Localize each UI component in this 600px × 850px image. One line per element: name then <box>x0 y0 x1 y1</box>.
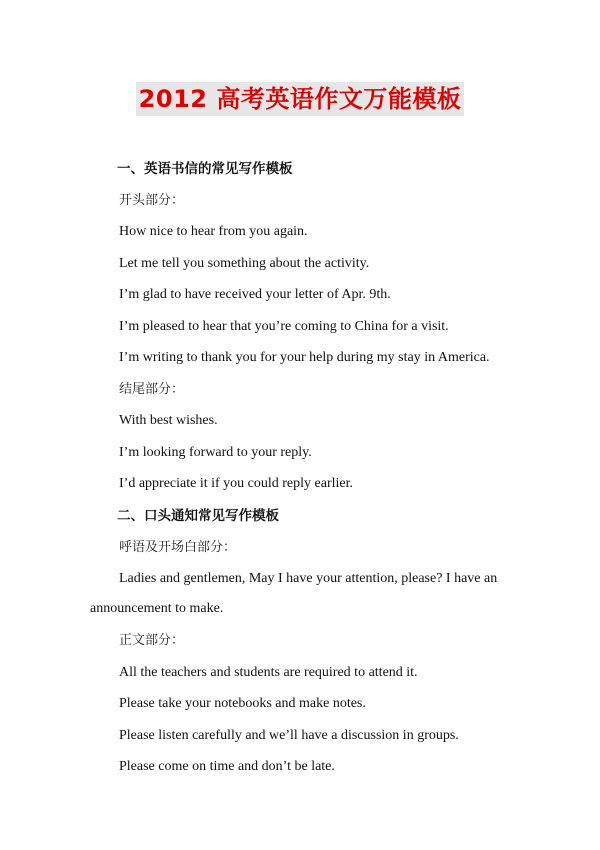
closing-line: With best wishes. <box>119 413 218 428</box>
title-container <box>0 82 600 116</box>
greeting-line-continued: announcement to make. <box>90 601 224 616</box>
closing-label: 结尾部分： <box>119 382 185 397</box>
section2-heading: 二、口头通知常见写作模板 <box>117 508 279 524</box>
body-line: All the teachers and students are required to attend it. <box>119 665 418 680</box>
closing-line: I’d appreciate it if you could reply earlier. <box>119 476 354 491</box>
body-line: Please come on time and don’t be late. <box>119 759 335 774</box>
opening-line: How nice to hear from you again. <box>119 224 308 239</box>
opening-label: 开头部分： <box>119 193 185 208</box>
opening-line: I’m glad to have received your letter of Apr. 9th. <box>119 287 391 302</box>
body-line: Please listen carefully and we’ll have a discussion in groups. <box>119 728 459 743</box>
opening-line: I’m writing to thank you for your help during my stay in America. <box>119 350 490 365</box>
body-line: Please take your notebooks and make notes. <box>119 696 366 711</box>
opening-line: I’m pleased to hear that you’re coming to China for a visit. <box>119 319 449 334</box>
greeting-label: 呼语及开场白部分： <box>119 540 237 555</box>
section1-heading: 一、英语书信的常见写作模板 <box>117 161 293 177</box>
page-title: 2012 高考英语作文万能模板 <box>136 82 465 116</box>
greeting-line: Ladies and gentlemen, May I have your attention, please? I have an <box>119 571 498 586</box>
body-label: 正文部分： <box>119 633 185 648</box>
opening-line: Let me tell you something about the activity. <box>119 256 370 271</box>
closing-line: I’m looking forward to your reply. <box>119 445 312 460</box>
